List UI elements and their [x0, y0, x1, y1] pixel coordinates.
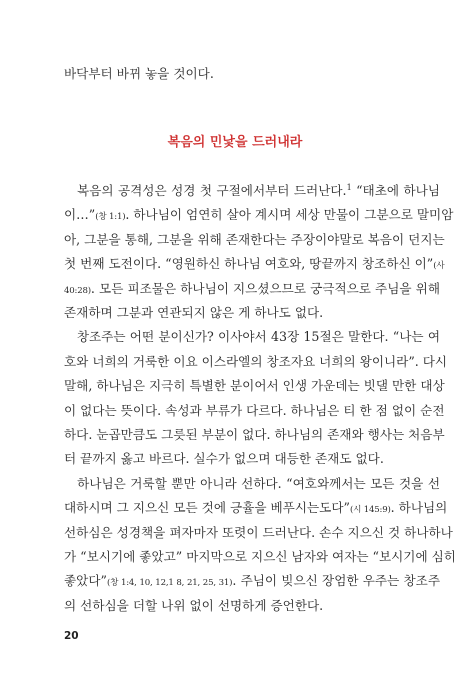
- text-run: 좋았다”: [64, 573, 107, 589]
- scripture-reference: (창 1:1): [95, 212, 126, 223]
- body-line: [64, 572, 440, 592]
- body-line: [64, 353, 448, 371]
- body-line: [64, 377, 445, 395]
- body-line: [64, 231, 445, 249]
- text-run: . 모든 피조물은 하나님이 지으셨으므로 궁극적으로 주님을 위해: [90, 280, 440, 296]
- text-run: . 하나님이 엄연히 살아 계시며 세상 만물이 그분으로 말미암: [125, 207, 454, 223]
- text-run: 의 선하심을 더할 나위 없이 선명하게 증언한다.: [64, 597, 324, 613]
- body-line: [64, 182, 440, 200]
- scripture-reference: (시 145:9): [349, 505, 391, 516]
- text-run: 선하심은 성경책을 펴자마자 또렷이 드러난다. 손수 지으신 것 하나하나: [64, 524, 453, 540]
- text-run: 존재하며 그분과 연관되지 않은 게 하나도 없다.: [64, 305, 324, 320]
- text-run: 복음의 공격성은 성경 첫 구절에서부터 드러난다.: [64, 183, 347, 198]
- text-run: 가 “보시기에 좋았고” 마지막으로 지으신 남자와 여자는 “보시기에 심히: [64, 549, 456, 564]
- scripture-reference: (사: [433, 261, 445, 272]
- text-run: 터 끝까지 옳고 바르다. 실수가 없으며 대등한 존재도 없다.: [64, 451, 384, 467]
- body-line: [64, 328, 440, 346]
- text-run: . 주님이 빚으신 장엄한 우주는 창조주: [232, 573, 440, 589]
- page-number: 20: [64, 630, 79, 642]
- text-run: 대하시며 그 지으신 모든 것에 긍휼을 베푸시는도다”: [64, 500, 350, 516]
- text-run: “태초에 하나님: [351, 183, 440, 198]
- text-run: 하다. 눈곱만큼도 그릇된 부분이 없다. 하나님의 존재와 행사는 처음부: [64, 427, 445, 442]
- body-line: [64, 524, 453, 542]
- body-line: [64, 499, 448, 519]
- body-line: [64, 280, 440, 300]
- body-line: [64, 450, 440, 468]
- text-run: 호와 너희의 거룩한 이요 이스라엘의 창조자요 너희의 왕이니라”. 다시: [64, 353, 448, 369]
- text-run: 이…”: [64, 207, 96, 223]
- text-run: 첫 번째 도전이다. “영원하신 하나님 여호와, 땅끝까지 창조하신 이”: [64, 256, 434, 272]
- carryover-text: 바닥부터 바뀌 놓을 것이다.: [64, 66, 214, 81]
- body-line: [64, 548, 456, 566]
- body-line: [64, 402, 445, 420]
- body-line: [64, 597, 440, 615]
- footnote-marker: 1: [346, 183, 352, 192]
- body-line: [64, 255, 445, 275]
- body-line: [64, 304, 440, 322]
- section-heading: 복음의 민낯을 드러내라: [167, 135, 303, 150]
- text-run: 이 없다는 뜻이다. 속성과 부류가 다르다. 하나님은 티 한 점 없이 순전: [64, 402, 445, 418]
- body-line: [64, 426, 445, 444]
- text-run: 말해, 하나님은 지극히 특별한 분이어서 인생 가운데는 빗댈 만한 대상: [64, 378, 445, 394]
- body-line: [64, 206, 454, 226]
- scripture-reference: (창 1:4, 10, 12,1 8, 21, 25, 31): [106, 578, 233, 589]
- body-line: [64, 475, 440, 493]
- text-run: . 하나님의: [390, 500, 448, 516]
- scripture-reference: 40:28): [64, 285, 91, 296]
- text-run: 하나님은 거룩할 뿐만 아니라 선하다. “여호와께서는 모든 것을 선: [64, 475, 440, 491]
- text-run: 창조주는 어떤 분이신가? 이사야서 43장 15절은 말한다. “나는 여: [64, 329, 440, 345]
- text-run: 아, 그분을 통해, 그분을 위해 존재한다는 주장이야말로 복음이 던지는: [64, 231, 445, 247]
